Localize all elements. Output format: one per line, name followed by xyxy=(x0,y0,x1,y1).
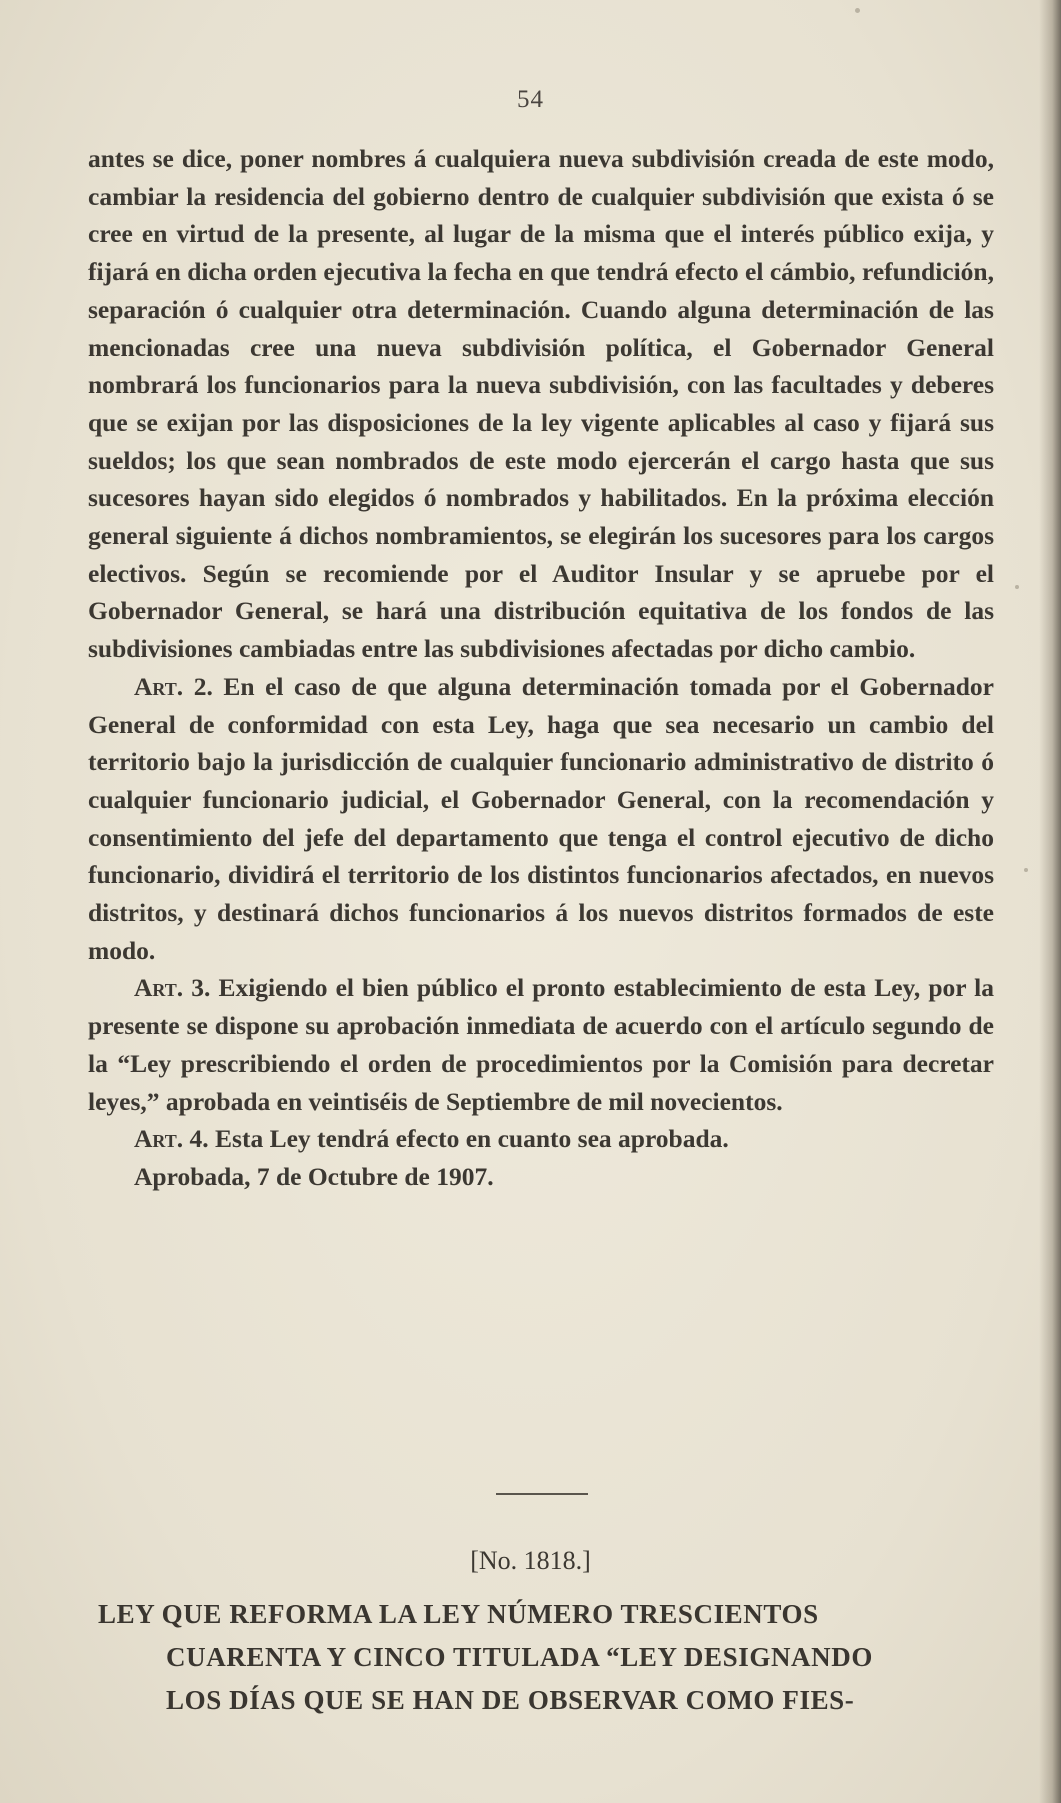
article-text: Exigiendo el bien público el pronto establecimiento de esta Ley, por la presente se dispone su aprobación inmediata de acuerdo con el artículo segundo de la “Ley prescribiendo el orden de procedimientos por la Comisión para decretar leyes,” aprobada en veintiséis de Septiembre de mil novecientos. xyxy=(88,973,995,1116)
article-label: Art. 3. xyxy=(134,973,211,1003)
continuation-paragraph: antes se dice, poner nombres á cualquiera nueva subdivisión creada de este modo, cambiar la residencia del gobierno dentro de cualquier subdivisión que exista ó se cree en virtud de la presente, al lugar de la misma que el interés público exija, y fijará en dicha orden ejecutiva la fecha en que tendrá efecto el cámbio, refundición, separación ó cualquier otra determinación. Cuando alguna determinación de las mencionadas cree una nueva subdivisión política, el Gobernador General nombrará los funcionarios para la nueva subdivisión, con las facultades y deberes que se exijan por las disposiciones de la ley vigente aplicables al caso y fijará sus sueldos; los que sean nombrados de este modo ejercerán el cargo hasta que sus sucesores hayan sido elegidos ó nombrados y habilitados. En la próxima elección general siguiente á dichos nombramientos, se elegirán los sucesores para los cargos electivos. Según se recomiende por el Auditor Insular y se apruebe por el Gobernador General, se hará una distribución equitativa de los fondos de las subdivisiones cambiadas entre las subdivisiones afectadas por dicho cambio. xyxy=(88,144,994,664)
law-number: [No. 1818.] xyxy=(470,1546,591,1575)
section-divider xyxy=(496,1493,588,1495)
law-title-line: CUARENTA Y CINCO TITULADA “LEY DESIGNANDO xyxy=(166,1642,873,1672)
law-title-line: LOS DÍAS QUE SE HAN DE OBSERVAR COMO FIES- xyxy=(166,1685,855,1715)
paper-speck xyxy=(1015,585,1019,589)
article-text: En el caso de que alguna determinación tomada por el Gobernador General de conformidad con esta Ley, haga que sea necesario un cambio del territorio bajo la jurisdicción de cualquier funcionario administrativo de distrito ó cualquier funcionario judicial, el Gobernador General, con la recomendación y consentimiento del jefe del departamento que tenga el control ejecutivo de dicho funcionario, dividirá el territorio de los distintos funcionarios afectados, en nuevos distritos, y destinará dichos funcionarios á los nuevos distritos formados de este modo. xyxy=(88,671,994,965)
article-label: Art. 4. xyxy=(134,1124,209,1154)
article-3 xyxy=(88,969,994,1120)
paper-speck xyxy=(855,8,860,13)
body-text xyxy=(88,140,994,1196)
article-2 xyxy=(88,668,994,970)
law-title-line: LEY QUE REFORMA LA LEY NÚMERO TRESCIENTOS xyxy=(98,1599,819,1629)
page-edge-shadow xyxy=(1039,0,1061,1803)
paper-speck xyxy=(1024,868,1028,872)
approval-line: Aprobada, 7 de Octubre de 1907. xyxy=(134,1161,494,1191)
page-number: 54 xyxy=(517,86,544,113)
law-title xyxy=(98,1593,994,1722)
article-4 xyxy=(88,1120,994,1158)
article-label: Art. 2. xyxy=(134,671,213,701)
article-text: Esta Ley tendrá efecto en cuanto sea aprobada. xyxy=(215,1124,729,1154)
